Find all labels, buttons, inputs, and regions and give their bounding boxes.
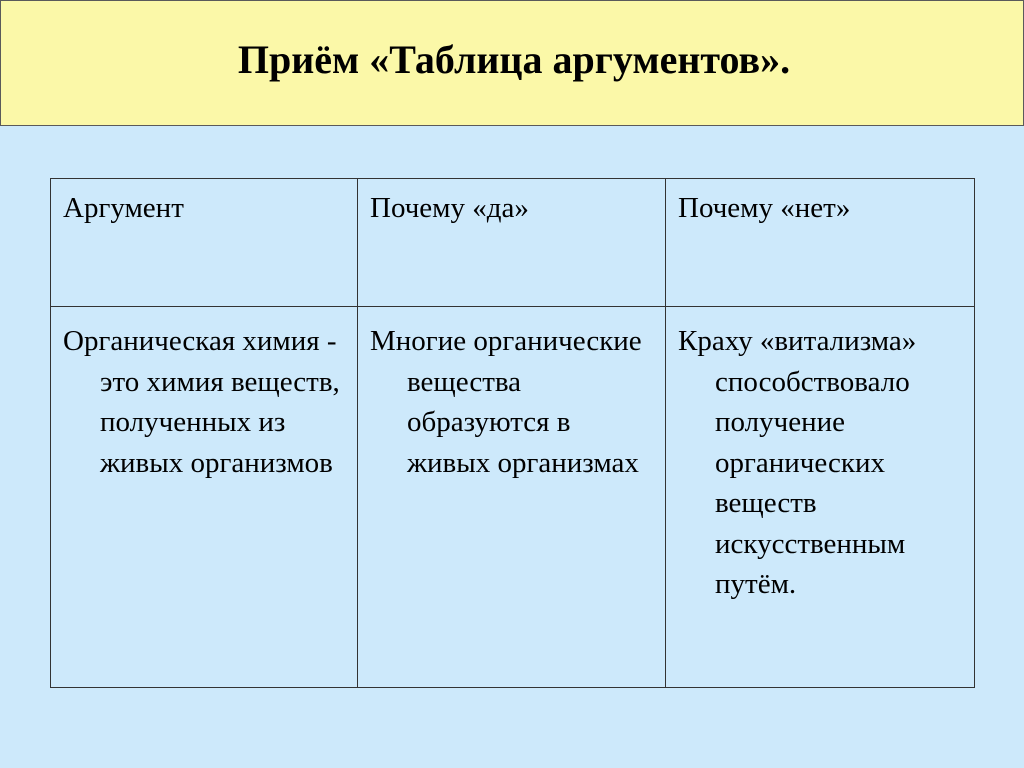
- header-label-why-yes: Почему «да»: [370, 192, 529, 224]
- why-no-text: Краху «витализма» способствовало получение органических веществ искусственным путём.: [678, 325, 917, 600]
- table-header-row: [51, 179, 975, 307]
- slide-title: Приём «Таблица аргументов».: [237, 36, 791, 82]
- cell-argument: [51, 307, 358, 688]
- header-cell-argument: [51, 179, 358, 307]
- why-yes-text: Многие органические вещества образуются в живых организмах: [370, 325, 642, 479]
- header-cell-why-yes: [358, 179, 666, 307]
- argument-text: Органическая химия - это химия веществ, полученных из живых организмов: [63, 325, 340, 479]
- header-label-why-no: Почему «нет»: [678, 192, 851, 224]
- title-bar: [0, 0, 1024, 126]
- header-label-argument: Аргумент: [63, 192, 184, 224]
- arguments-table: [50, 178, 975, 688]
- cell-why-yes: [358, 307, 666, 688]
- table-row: [51, 307, 975, 688]
- header-cell-why-no: [666, 179, 975, 307]
- cell-why-no: [666, 307, 975, 688]
